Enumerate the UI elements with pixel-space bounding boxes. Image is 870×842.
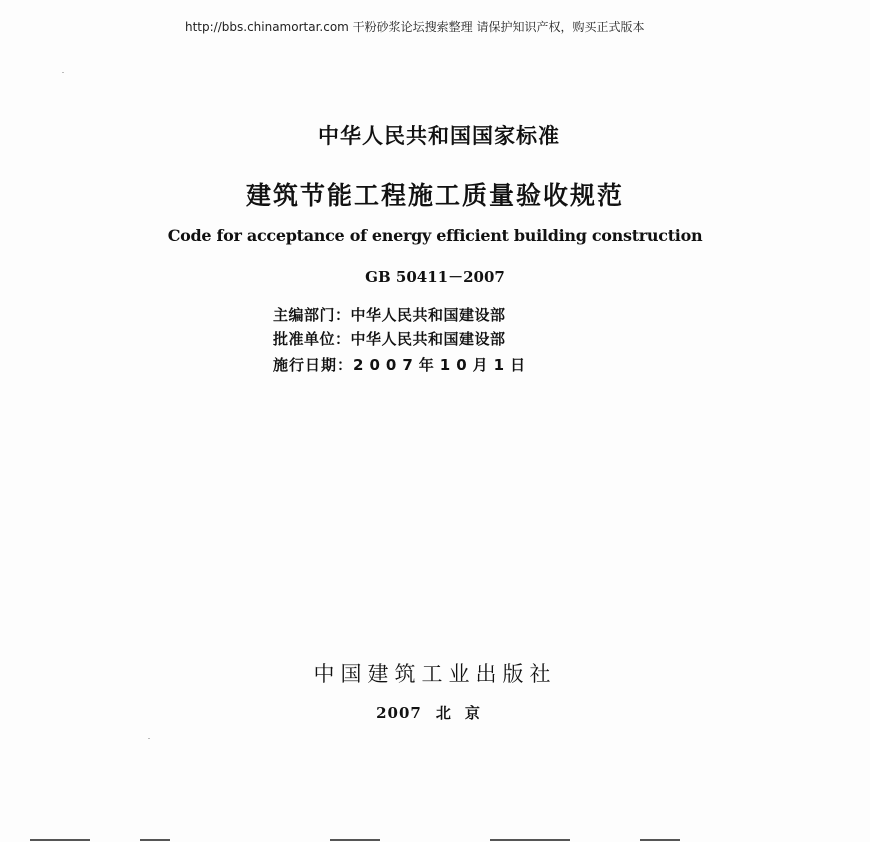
date-value: 2007年10月1日 xyxy=(353,356,532,374)
approver-value: 中华人民共和国建设部 xyxy=(350,330,506,348)
document-title-en: Code for acceptance of energy efficient building construction xyxy=(167,226,703,245)
editor-value: 中华人民共和国建设部 xyxy=(350,306,506,324)
scan-speck xyxy=(62,72,64,73)
approver-line xyxy=(273,328,506,349)
watermark-header: http://bbs.chinamortar.com 干粉砂浆论坛搜索整理 请保护知识产权，购买正式版本 xyxy=(185,20,645,34)
scan-speck xyxy=(148,738,150,739)
editor-line xyxy=(273,304,506,325)
imprint-city: 北京 xyxy=(435,704,494,722)
national-standard-heading: 中华人民共和国国家标准 xyxy=(318,124,560,148)
standard-code: GB 50411－2007 xyxy=(365,268,505,286)
scan-edge-artifact xyxy=(0,836,870,842)
imprint-line xyxy=(0,702,870,723)
approver-label: 批准单位： xyxy=(273,330,351,348)
imprint-year: 2007 xyxy=(376,704,422,722)
date-label: 施行日期： xyxy=(273,356,354,374)
publisher-name: 中国建筑工业出版社 xyxy=(313,662,557,686)
document-title-cn: 建筑节能工程施工质量验收规范 xyxy=(245,181,624,210)
editor-label: 主编部门： xyxy=(273,306,351,324)
effective-date-line xyxy=(273,354,531,375)
